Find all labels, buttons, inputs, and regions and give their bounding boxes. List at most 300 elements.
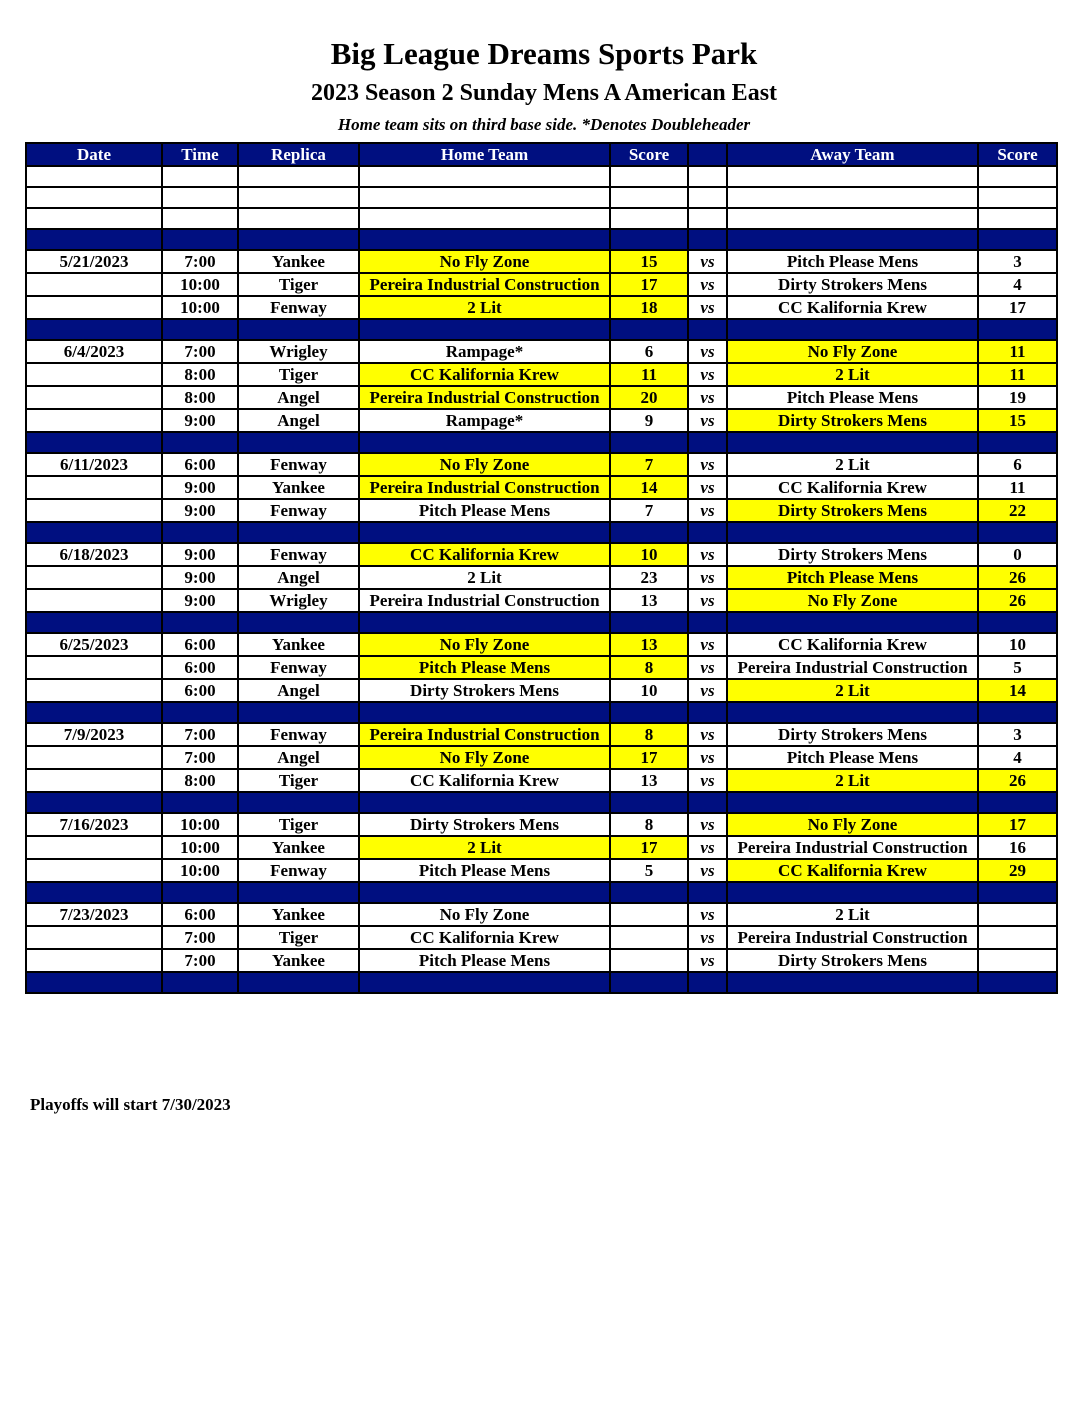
blank-cell [610,208,688,229]
vs-label: vs [688,499,727,522]
home-team: Pitch Please Mens [359,656,610,679]
game-time: 10:00 [162,813,238,836]
col-away-team: Away Team [727,143,978,166]
home-team: No Fly Zone [359,746,610,769]
vs-label: vs [688,250,727,273]
home-score: 17 [610,273,688,296]
game-date [26,409,162,432]
vs-label: vs [688,633,727,656]
away-score: 10 [978,633,1057,656]
separator-cell [359,702,610,723]
game-date: 7/9/2023 [26,723,162,746]
separator-cell [727,229,978,250]
away-team: CC Kalifornia Krew [727,476,978,499]
separator-cell [610,702,688,723]
separator-cell [162,882,238,903]
blank-row [26,166,1057,187]
game-replica: Fenway [238,499,359,522]
blank-cell [688,187,727,208]
game-row [26,589,1057,612]
game-date [26,476,162,499]
vs-label: vs [688,746,727,769]
away-score: 26 [978,589,1057,612]
vs-label: vs [688,903,727,926]
blank-cell [978,208,1057,229]
separator-cell [688,319,727,340]
separator-cell [162,792,238,813]
game-date [26,926,162,949]
game-time: 9:00 [162,409,238,432]
game-date [26,499,162,522]
blank-cell [238,166,359,187]
game-replica: Yankee [238,250,359,273]
away-score: 4 [978,746,1057,769]
blank-row [26,187,1057,208]
away-score: 4 [978,273,1057,296]
game-time: 9:00 [162,476,238,499]
away-score: 26 [978,566,1057,589]
vs-label: vs [688,543,727,566]
away-team: 2 Lit [727,769,978,792]
col-date: Date [26,143,162,166]
col-replica: Replica [238,143,359,166]
home-score: 17 [610,746,688,769]
game-replica: Angel [238,566,359,589]
home-score: 13 [610,589,688,612]
blank-cell [359,166,610,187]
blank-cell [727,187,978,208]
separator-cell [610,319,688,340]
separator-cell [688,229,727,250]
away-score: 29 [978,859,1057,882]
home-score: 17 [610,836,688,859]
separator-cell [26,972,162,993]
away-score: 5 [978,656,1057,679]
home-score: 8 [610,723,688,746]
vs-label: vs [688,273,727,296]
week-separator [26,972,1057,993]
game-date: 6/11/2023 [26,453,162,476]
separator-cell [26,319,162,340]
vs-label: vs [688,949,727,972]
home-score [610,926,688,949]
game-time: 10:00 [162,836,238,859]
game-row [26,273,1057,296]
vs-label: vs [688,589,727,612]
week-separator [26,882,1057,903]
col-time: Time [162,143,238,166]
separator-cell [978,702,1057,723]
separator-cell [978,792,1057,813]
game-row [26,340,1057,363]
game-time: 7:00 [162,250,238,273]
home-team: Pereira Industrial Construction [359,386,610,409]
game-date [26,859,162,882]
game-replica: Tiger [238,273,359,296]
away-team: 2 Lit [727,453,978,476]
game-time: 9:00 [162,589,238,612]
away-score: 15 [978,409,1057,432]
home-team: Pereira Industrial Construction [359,723,610,746]
col-home-team: Home Team [359,143,610,166]
schedule-table [25,142,1058,994]
game-replica: Tiger [238,813,359,836]
blank-cell [162,166,238,187]
home-team: CC Kalifornia Krew [359,363,610,386]
away-team: No Fly Zone [727,813,978,836]
separator-cell [610,522,688,543]
home-score: 15 [610,250,688,273]
game-row [26,363,1057,386]
separator-cell [978,612,1057,633]
home-score: 6 [610,340,688,363]
separator-cell [359,792,610,813]
blank-cell [978,166,1057,187]
vs-label: vs [688,813,727,836]
week-separator [26,432,1057,453]
away-team: CC Kalifornia Krew [727,633,978,656]
separator-cell [978,319,1057,340]
blank-cell [610,187,688,208]
game-time: 10:00 [162,273,238,296]
separator-cell [727,522,978,543]
separator-cell [688,612,727,633]
separator-cell [978,882,1057,903]
game-row [26,476,1057,499]
game-replica: Yankee [238,903,359,926]
home-team: Pitch Please Mens [359,949,610,972]
separator-cell [238,702,359,723]
home-team: CC Kalifornia Krew [359,769,610,792]
home-score: 7 [610,453,688,476]
game-date [26,746,162,769]
separator-cell [727,319,978,340]
home-score: 11 [610,363,688,386]
vs-label: vs [688,340,727,363]
separator-cell [26,882,162,903]
game-row [26,813,1057,836]
game-row [26,859,1057,882]
separator-cell [238,319,359,340]
blank-cell [610,166,688,187]
game-row [26,656,1057,679]
away-team: Dirty Strokers Mens [727,409,978,432]
home-team: Pereira Industrial Construction [359,589,610,612]
vs-label: vs [688,453,727,476]
away-team: Pereira Industrial Construction [727,656,978,679]
separator-cell [359,882,610,903]
separator-cell [26,702,162,723]
blank-cell [727,208,978,229]
playoffs-note: Playoffs will start 7/30/2023 [30,1095,231,1114]
game-row [26,836,1057,859]
separator-cell [359,432,610,453]
game-row [26,453,1057,476]
game-row [26,543,1057,566]
separator-cell [238,972,359,993]
blank-cell [26,208,162,229]
away-score: 14 [978,679,1057,702]
away-team: Pereira Industrial Construction [727,926,978,949]
separator-cell [727,792,978,813]
separator-cell [162,319,238,340]
game-time: 9:00 [162,499,238,522]
blank-cell [688,208,727,229]
game-row [26,409,1057,432]
page-title: Big League Dreams Sports Park [330,36,758,71]
game-replica: Angel [238,409,359,432]
game-time: 6:00 [162,903,238,926]
blank-cell [162,187,238,208]
home-team: No Fly Zone [359,453,610,476]
home-score: 7 [610,499,688,522]
separator-cell [727,882,978,903]
game-time: 9:00 [162,566,238,589]
vs-label: vs [688,386,727,409]
away-score: 0 [978,543,1057,566]
separator-cell [162,972,238,993]
separator-cell [359,972,610,993]
game-date [26,386,162,409]
home-team: CC Kalifornia Krew [359,543,610,566]
game-time: 9:00 [162,543,238,566]
game-date [26,273,162,296]
col-away-score: Score [978,143,1057,166]
separator-cell [238,229,359,250]
separator-cell [162,229,238,250]
game-time: 10:00 [162,859,238,882]
home-score [610,949,688,972]
separator-cell [359,522,610,543]
game-replica: Angel [238,746,359,769]
separator-cell [727,972,978,993]
separator-cell [688,702,727,723]
game-replica: Tiger [238,769,359,792]
away-team: Pitch Please Mens [727,746,978,769]
home-score: 8 [610,813,688,836]
separator-cell [610,612,688,633]
game-row [26,723,1057,746]
separator-cell [26,612,162,633]
vs-label: vs [688,409,727,432]
away-score: 11 [978,340,1057,363]
vs-label: vs [688,723,727,746]
away-score: 17 [978,813,1057,836]
separator-cell [238,882,359,903]
home-team: Pereira Industrial Construction [359,476,610,499]
game-replica: Yankee [238,949,359,972]
game-time: 7:00 [162,926,238,949]
away-score [978,903,1057,926]
vs-label: vs [688,656,727,679]
separator-cell [359,319,610,340]
away-team: Dirty Strokers Mens [727,723,978,746]
blank-cell [26,166,162,187]
game-row [26,499,1057,522]
game-replica: Tiger [238,926,359,949]
game-row [26,296,1057,319]
week-separator [26,319,1057,340]
separator-cell [978,229,1057,250]
away-team: Dirty Strokers Mens [727,543,978,566]
blank-cell [26,187,162,208]
blank-cell [688,166,727,187]
separator-cell [688,882,727,903]
game-row [26,769,1057,792]
game-replica: Fenway [238,543,359,566]
home-score: 10 [610,543,688,566]
game-time: 8:00 [162,363,238,386]
home-team: No Fly Zone [359,250,610,273]
home-team: Rampage* [359,409,610,432]
game-date [26,656,162,679]
schedule-body [26,166,1057,993]
away-team: Dirty Strokers Mens [727,499,978,522]
home-team: Pitch Please Mens [359,859,610,882]
home-score: 13 [610,769,688,792]
away-score: 11 [978,476,1057,499]
separator-cell [610,432,688,453]
game-time: 8:00 [162,769,238,792]
game-date: 6/18/2023 [26,543,162,566]
separator-cell [978,522,1057,543]
home-score: 23 [610,566,688,589]
vs-label: vs [688,296,727,319]
separator-cell [727,702,978,723]
week-separator [26,612,1057,633]
game-replica: Yankee [238,836,359,859]
blank-cell [162,208,238,229]
game-date [26,566,162,589]
away-score: 6 [978,453,1057,476]
game-date [26,949,162,972]
game-date: 6/25/2023 [26,633,162,656]
separator-cell [162,702,238,723]
vs-label: vs [688,476,727,499]
game-date [26,769,162,792]
week-separator [26,522,1057,543]
game-date [26,679,162,702]
game-date: 5/21/2023 [26,250,162,273]
away-team: Pitch Please Mens [727,386,978,409]
separator-cell [688,522,727,543]
separator-cell [727,432,978,453]
game-replica: Fenway [238,453,359,476]
away-team: Dirty Strokers Mens [727,273,978,296]
separator-cell [26,229,162,250]
home-team: 2 Lit [359,566,610,589]
away-score: 11 [978,363,1057,386]
away-score [978,926,1057,949]
home-team: Pitch Please Mens [359,499,610,522]
game-replica: Yankee [238,476,359,499]
game-replica: Fenway [238,859,359,882]
game-time: 7:00 [162,746,238,769]
separator-cell [238,432,359,453]
home-score: 20 [610,386,688,409]
game-time: 6:00 [162,453,238,476]
week-separator [26,229,1057,250]
home-team: No Fly Zone [359,903,610,926]
game-replica: Tiger [238,363,359,386]
home-team: Dirty Strokers Mens [359,813,610,836]
game-row [26,903,1057,926]
separator-cell [238,792,359,813]
game-replica: Fenway [238,723,359,746]
vs-label: vs [688,859,727,882]
game-date: 6/4/2023 [26,340,162,363]
col-vs [688,143,727,166]
away-score: 3 [978,723,1057,746]
separator-cell [162,612,238,633]
away-score: 26 [978,769,1057,792]
away-team: CC Kalifornia Krew [727,296,978,319]
separator-cell [359,229,610,250]
game-replica: Angel [238,679,359,702]
week-separator [26,702,1057,723]
home-score [610,903,688,926]
home-team: CC Kalifornia Krew [359,926,610,949]
vs-label: vs [688,836,727,859]
game-time: 8:00 [162,386,238,409]
game-row [26,679,1057,702]
away-team: No Fly Zone [727,589,978,612]
vs-label: vs [688,769,727,792]
separator-cell [610,229,688,250]
game-date: 7/23/2023 [26,903,162,926]
game-replica: Wrigley [238,589,359,612]
away-score: 22 [978,499,1057,522]
game-row [26,250,1057,273]
separator-cell [978,432,1057,453]
header-note: Home team sits on third base side. *Denotes Doubleheader [337,115,751,134]
home-score: 8 [610,656,688,679]
home-score: 14 [610,476,688,499]
game-replica: Angel [238,386,359,409]
away-team: CC Kalifornia Krew [727,859,978,882]
vs-label: vs [688,926,727,949]
game-replica: Fenway [238,296,359,319]
game-date: 7/16/2023 [26,813,162,836]
game-replica: Yankee [238,633,359,656]
week-separator [26,792,1057,813]
away-score [978,949,1057,972]
separator-cell [238,612,359,633]
separator-cell [26,522,162,543]
game-row [26,633,1057,656]
separator-cell [688,432,727,453]
away-score: 17 [978,296,1057,319]
separator-cell [162,522,238,543]
game-time: 10:00 [162,296,238,319]
away-score: 16 [978,836,1057,859]
home-score: 5 [610,859,688,882]
game-date [26,589,162,612]
away-team: Dirty Strokers Mens [727,949,978,972]
separator-cell [688,792,727,813]
separator-cell [610,792,688,813]
game-row [26,949,1057,972]
game-row [26,386,1057,409]
vs-label: vs [688,679,727,702]
game-row [26,926,1057,949]
game-replica: Wrigley [238,340,359,363]
away-score: 19 [978,386,1057,409]
game-date [26,836,162,859]
game-row [26,746,1057,769]
blank-cell [238,187,359,208]
separator-cell [26,432,162,453]
